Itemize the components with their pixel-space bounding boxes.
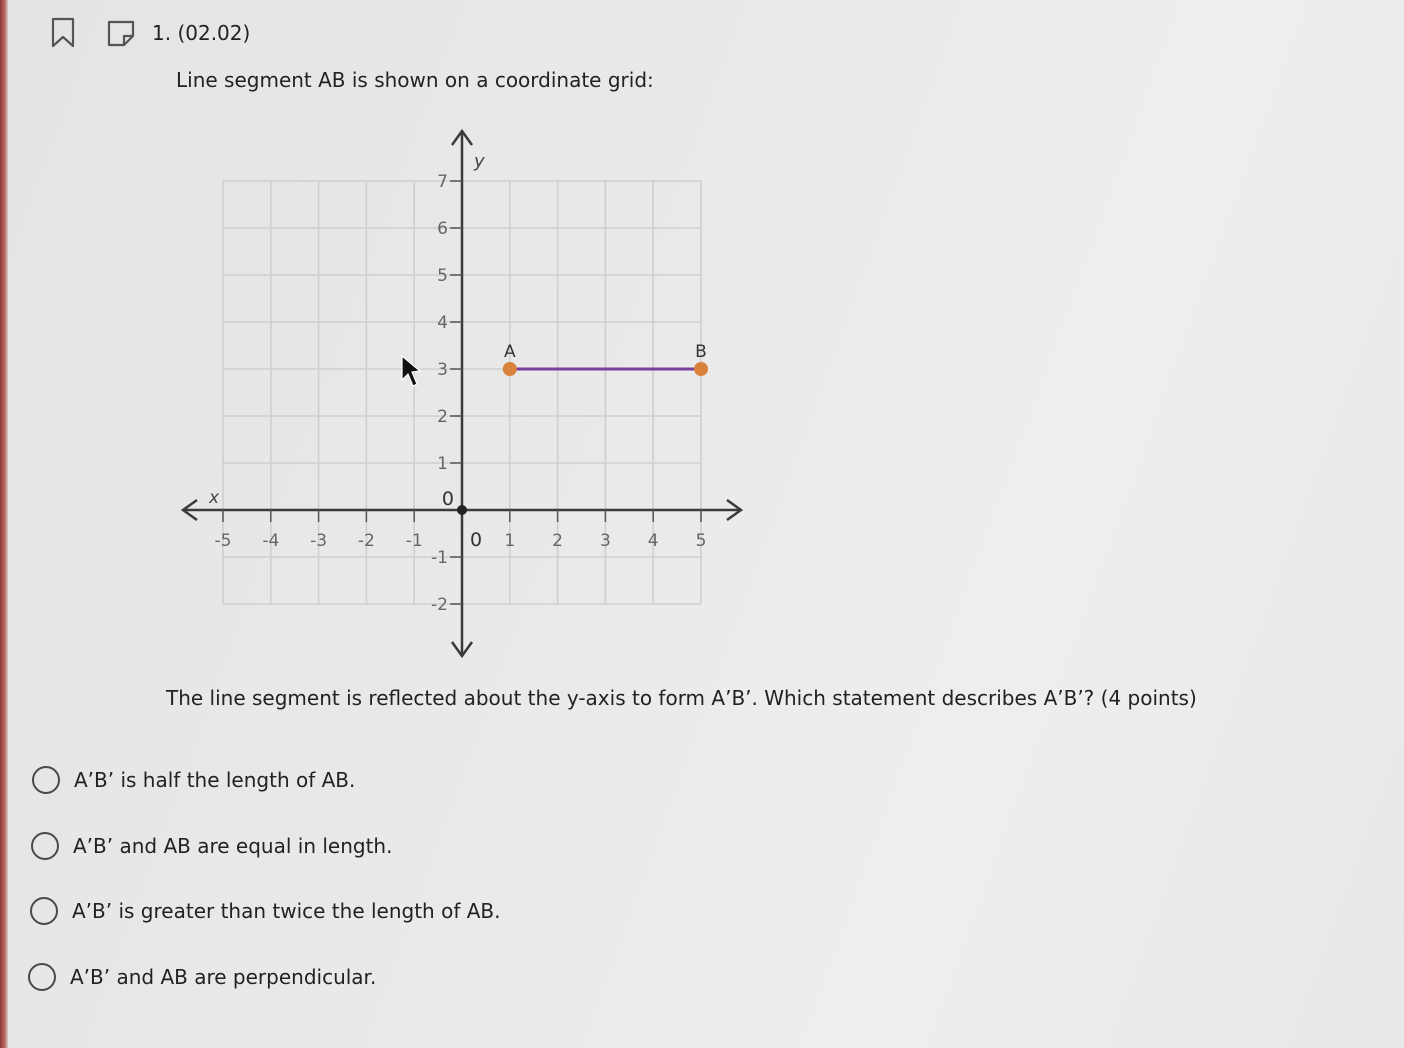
x-tick-label: 1 [504,531,516,551]
y-tick-label: 7 [437,172,448,192]
x-tick-label: 4 [647,531,659,551]
choice-label: A’B’ and AB are perpendicular. [70,965,377,989]
y-tick-label: 6 [437,219,448,239]
y-tick-label: -2 [431,595,448,615]
y-tick-label: 1 [437,454,448,474]
point-a [503,362,517,376]
point-b [694,362,708,376]
choice-label: A’B’ is greater than twice the length of AB. [72,899,501,923]
note-icon [106,19,136,47]
plot-marks [457,342,708,515]
bookmark-button[interactable] [48,17,78,49]
choice-label: A’B’ and AB are equal in length. [73,834,393,858]
axis-ticks [215,172,707,615]
y-tick-label: 4 [437,313,448,333]
answer-choice-2[interactable] [31,832,392,860]
mouse-cursor [402,356,420,386]
y-tick-label: 0 [441,488,454,510]
answer-choice-1[interactable] [32,766,355,794]
radio-button[interactable] [31,832,59,860]
point-label-a: A [503,342,516,362]
bookmark-icon [50,17,76,49]
coordinate-graph [160,118,760,668]
x-tick-label: 3 [599,531,611,551]
y-axis-label: y [474,151,485,172]
x-tick-label: -5 [214,531,232,551]
y-tick-label: 3 [437,360,448,380]
x-axis-label: x [209,488,220,508]
question-prompt: Line segment AB is shown on a coordinate grid: [176,68,654,92]
radio-button[interactable] [28,963,56,991]
choice-label: A’B’ is half the length of AB. [74,768,356,792]
question-text: The line segment is reflected about the y-axis to form A’B’. Which statement describes A’B’? (4 points) [166,686,1197,710]
x-tick-label: 0 [469,529,483,551]
axes [183,131,741,656]
origin-point [457,505,467,515]
answer-choice-4[interactable] [28,963,376,991]
x-tick-label: -4 [262,531,280,551]
radio-button[interactable] [30,897,58,925]
note-button[interactable] [106,17,136,49]
y-tick-label: 5 [437,266,448,286]
x-tick-label: 2 [552,531,564,551]
x-tick-label: -3 [310,531,328,551]
x-tick-label: 5 [695,531,707,551]
point-label-b: B [695,342,707,362]
y-tick-label: -1 [431,548,448,568]
answer-choice-3[interactable] [30,897,500,925]
question-number: 1. (02.02) [152,21,251,45]
x-tick-label: -2 [357,531,375,551]
question-header [48,16,250,50]
radio-button[interactable] [32,766,60,794]
y-tick-label: 2 [437,407,448,427]
x-tick-label: -1 [405,531,423,551]
window-edge [0,0,8,1048]
